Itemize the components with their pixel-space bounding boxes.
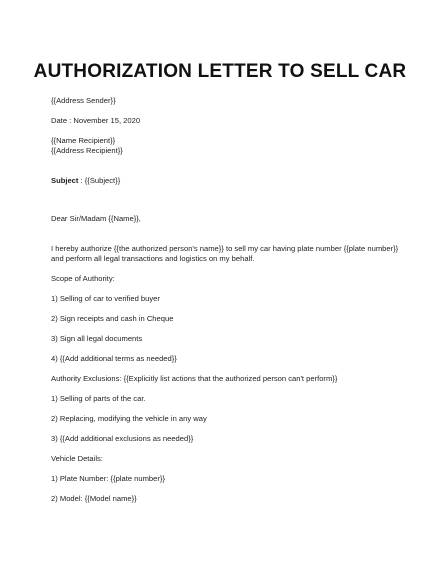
intro-paragraph-line-2: and perform all legal transactions and logistics on my behalf. (51, 254, 255, 263)
exclusion-item: 3) {{Add additional exclusions as needed}} (51, 434, 194, 443)
exclusion-item: 2) Replacing, modifying the vehicle in any way (51, 414, 207, 423)
address-sender: {{Address Sender}} (51, 96, 116, 105)
scope-item: 1) Selling of car to verified buyer (51, 294, 160, 303)
scope-item: 3) Sign all legal documents (51, 334, 143, 343)
intro-paragraph-line-1: I hereby authorize {{the authorized person's name}} to sell my car having plate number {{plate number}} (51, 244, 399, 253)
scope-heading: Scope of Authority: (51, 274, 115, 283)
subject-line (51, 176, 120, 186)
subject-value: : {{Subject}} (78, 176, 121, 185)
exclusions-heading: Authority Exclusions: {{Explicitly list actions that the authorized person can't perform}} (51, 374, 338, 383)
scope-item: 2) Sign receipts and cash in Cheque (51, 314, 174, 323)
recipient-name: {{Name Recipient}} (51, 136, 116, 145)
salutation: Dear Sir/Madam {{Name}}, (51, 214, 141, 223)
vehicle-heading: Vehicle Details: (51, 454, 103, 463)
scope-item: 4) {{Add additional terms as needed}} (51, 354, 177, 363)
vehicle-item: 1) Plate Number: {{plate number}} (51, 474, 165, 483)
letter-date: Date : November 15, 2020 (51, 116, 141, 125)
recipient-address: {{Address Recipient}} (51, 146, 123, 155)
exclusion-item: 1) Selling of parts of the car. (51, 394, 146, 403)
subject-label: Subject (51, 176, 79, 185)
page-title: AUTHORIZATION LETTER TO SELL CAR (33, 61, 407, 82)
vehicle-item: 2) Model: {{Model name}} (51, 494, 137, 503)
